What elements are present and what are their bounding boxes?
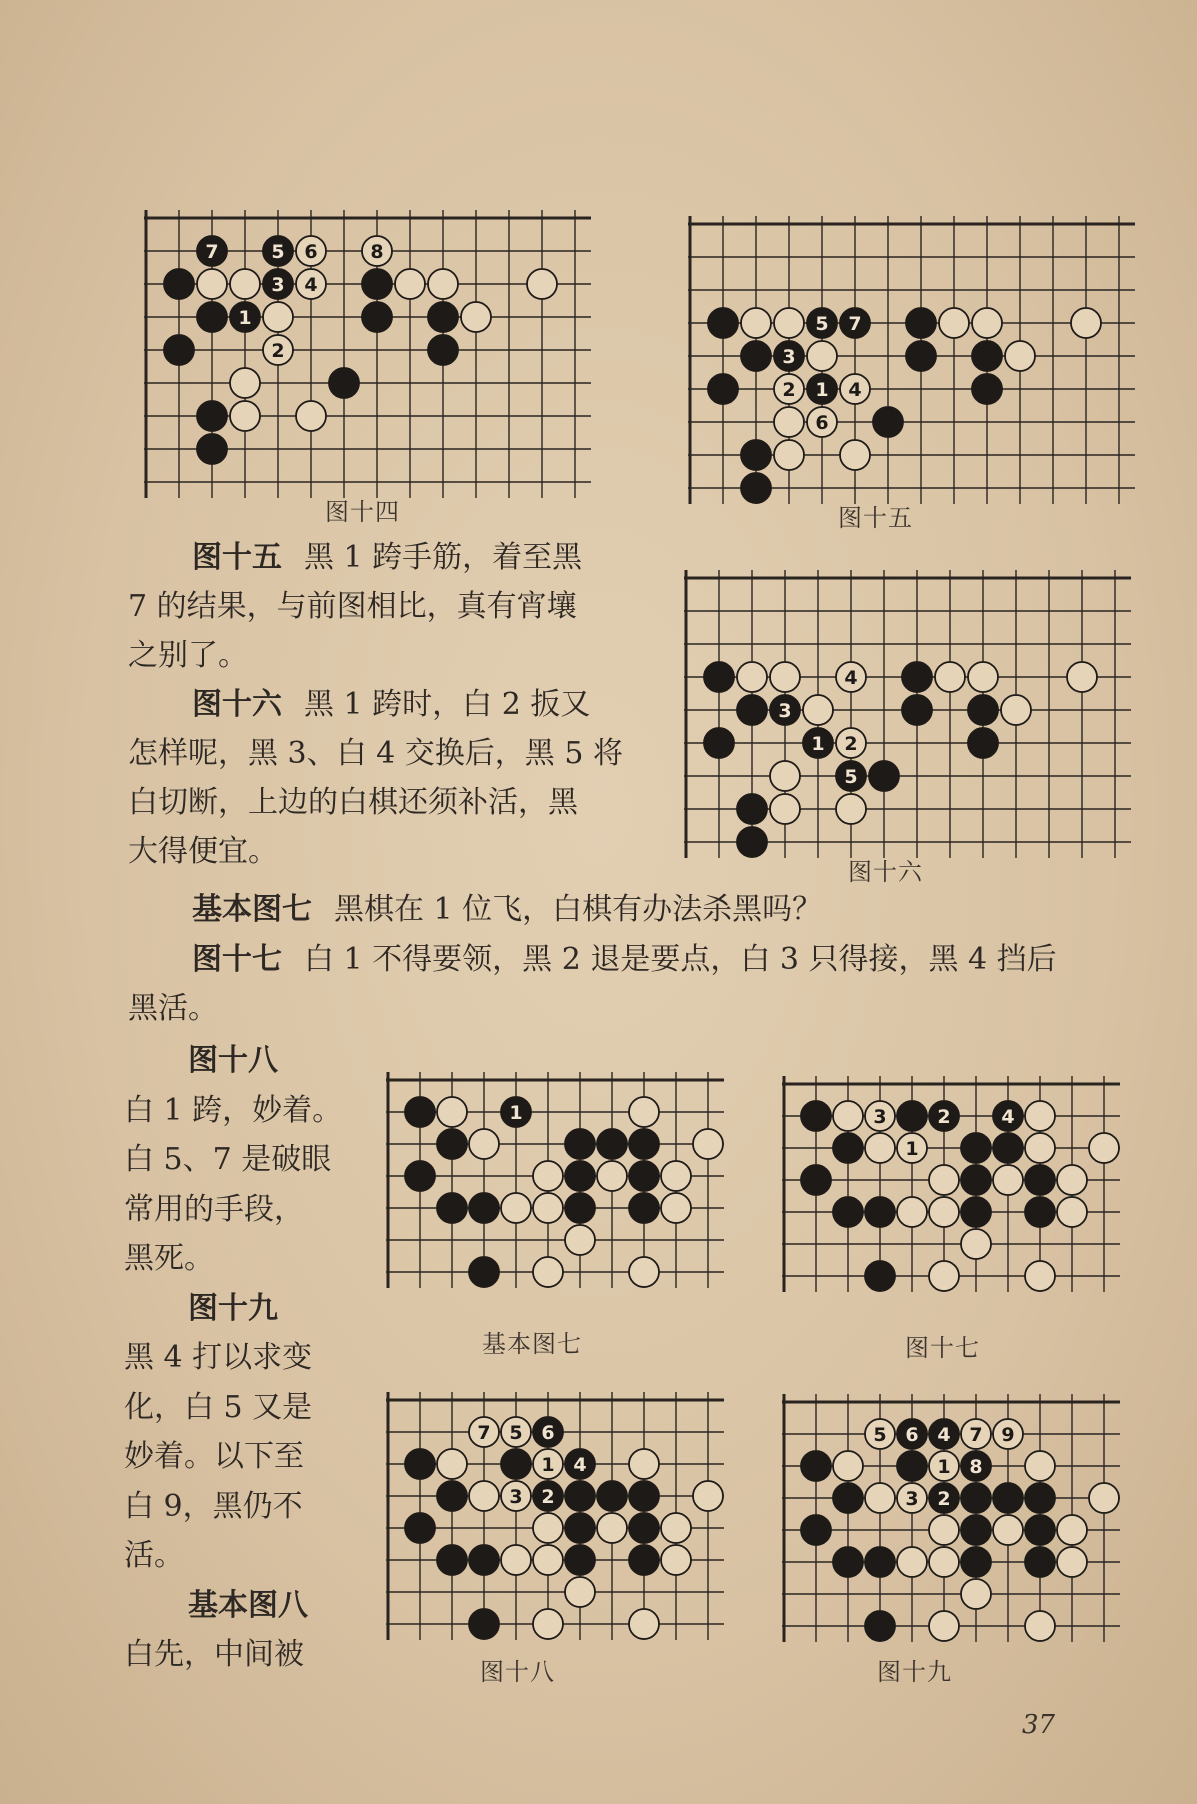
white-stone [629, 1257, 659, 1287]
column-text [124, 1036, 343, 1680]
black-stone [737, 695, 767, 725]
white-stone [197, 269, 227, 299]
white-stone [629, 1609, 659, 1639]
paragraph-fig15 [128, 533, 638, 680]
black-stone [197, 401, 227, 431]
white-stone [774, 440, 804, 470]
white-stone [565, 1225, 595, 1255]
white-stone [230, 269, 260, 299]
black-stone [906, 308, 936, 338]
white-stone [1025, 1133, 1055, 1163]
black-stone [437, 1193, 467, 1223]
text-line: 黑 1 跨时，白 2 扳又 [304, 687, 591, 722]
black-stone [1025, 1197, 1055, 1227]
black-stone [873, 407, 903, 437]
black-stone [1025, 1547, 1055, 1577]
black-stone [902, 695, 932, 725]
black-stone [629, 1193, 659, 1223]
diagram-fig14 [128, 200, 593, 500]
black-stone [565, 1513, 595, 1543]
paragraph-fig16 [128, 680, 638, 876]
black-stone [801, 1165, 831, 1195]
white-stone [737, 662, 767, 692]
move-number: 1 [509, 1102, 523, 1124]
white-stone [661, 1161, 691, 1191]
move-number: 1 [238, 307, 252, 329]
move-number: 3 [782, 346, 796, 368]
caption-fig17: 图十七 [905, 1334, 980, 1362]
text-line: 常用的手段， [124, 1191, 304, 1227]
heading-fig17: 图十七 [192, 942, 282, 977]
white-stone [929, 1197, 959, 1227]
text-line: 白 1 跨，妙着。 [124, 1092, 343, 1128]
white-stone [770, 794, 800, 824]
black-stone [469, 1545, 499, 1575]
caption-fig15: 图十五 [838, 504, 913, 532]
diagram-fig19 [766, 1384, 1122, 1644]
white-stone [1005, 341, 1035, 371]
move-number: 2 [782, 379, 796, 401]
diagram-fig18 [370, 1382, 726, 1642]
white-stone [533, 1513, 563, 1543]
white-stone [629, 1097, 659, 1127]
move-number: 6 [905, 1424, 919, 1446]
white-stone [565, 1577, 595, 1607]
black-stone [362, 269, 392, 299]
white-stone [865, 1483, 895, 1513]
board-grid [668, 560, 1133, 860]
white-stone [533, 1193, 563, 1223]
black-stone [708, 308, 738, 338]
black-stone [629, 1161, 659, 1191]
move-number: 3 [905, 1488, 919, 1510]
white-stone [993, 1515, 1023, 1545]
move-number: 1 [905, 1138, 919, 1160]
caption-fig14: 图十四 [325, 498, 400, 526]
black-stone [961, 1133, 991, 1163]
black-stone [501, 1449, 531, 1479]
white-stone [961, 1579, 991, 1609]
text-line: 化，白 5 又是 [124, 1389, 313, 1425]
diagram-fig15 [672, 206, 1137, 506]
move-number: 3 [778, 700, 792, 722]
white-stone [803, 695, 833, 725]
black-stone [961, 1197, 991, 1227]
board-grid [766, 1066, 1122, 1294]
text-line: 之别了。 [128, 638, 248, 673]
black-stone [993, 1483, 1023, 1513]
white-stone [1089, 1483, 1119, 1513]
black-stone [1025, 1165, 1055, 1195]
heading-basic7: 基本图七 [192, 892, 312, 927]
move-number: 2 [844, 733, 858, 755]
board-grid [370, 1382, 726, 1642]
white-stone [437, 1097, 467, 1127]
move-number: 5 [509, 1422, 523, 1444]
black-stone [565, 1545, 595, 1575]
text-line: 白先，中间被 [124, 1637, 304, 1672]
white-stone [533, 1609, 563, 1639]
black-stone [437, 1545, 467, 1575]
white-stone [1067, 662, 1097, 692]
black-stone [741, 440, 771, 470]
white-stone [395, 269, 425, 299]
text-line: 黑棋在 1 位飞，白棋有办法杀黑吗？ [334, 892, 823, 927]
black-stone [968, 695, 998, 725]
white-stone [807, 341, 837, 371]
white-stone [939, 308, 969, 338]
black-stone [961, 1547, 991, 1577]
black-stone [197, 302, 227, 332]
white-stone [774, 407, 804, 437]
white-stone [296, 401, 326, 431]
black-stone [993, 1133, 1023, 1163]
black-stone [629, 1545, 659, 1575]
white-stone [741, 308, 771, 338]
move-number: 6 [541, 1422, 555, 1444]
move-number: 7 [205, 241, 219, 263]
move-number: 7 [477, 1422, 491, 1444]
black-stone [865, 1611, 895, 1641]
board-grid [672, 206, 1137, 506]
black-stone [968, 728, 998, 758]
black-stone [737, 827, 767, 857]
black-stone [597, 1481, 627, 1511]
black-stone [437, 1129, 467, 1159]
white-stone [533, 1545, 563, 1575]
black-stone [865, 1547, 895, 1577]
white-stone [840, 440, 870, 470]
white-stone [230, 401, 260, 431]
white-stone [1025, 1101, 1055, 1131]
text-line: 大得便宜。 [128, 834, 278, 869]
move-number: 5 [873, 1424, 887, 1446]
move-number: 5 [844, 766, 858, 788]
black-stone [801, 1515, 831, 1545]
white-stone [661, 1193, 691, 1223]
move-number: 4 [304, 274, 318, 296]
black-stone [972, 341, 1002, 371]
text-line: 黑 1 跨手筋，着至黑 [304, 540, 583, 575]
white-stone [968, 662, 998, 692]
text-line: 白 1 不得要领，黑 2 退是要点，白 3 只得接，黑 4 挡后 [304, 942, 1057, 977]
black-stone [428, 335, 458, 365]
move-number: 7 [969, 1424, 983, 1446]
black-stone [961, 1515, 991, 1545]
black-stone [329, 368, 359, 398]
move-number: 4 [573, 1454, 587, 1476]
black-stone [961, 1483, 991, 1513]
board-grid [128, 200, 593, 500]
caption-fig18: 图十八 [480, 1658, 555, 1686]
white-stone [833, 1451, 863, 1481]
move-number: 5 [271, 241, 285, 263]
move-number: 8 [969, 1456, 983, 1478]
black-stone [1025, 1483, 1055, 1513]
move-number: 9 [1001, 1424, 1015, 1446]
white-stone [597, 1161, 627, 1191]
heading-basic8: 基本图八 [188, 1587, 308, 1623]
move-number: 5 [815, 313, 829, 335]
black-stone [405, 1161, 435, 1191]
black-stone [865, 1197, 895, 1227]
black-stone [565, 1161, 595, 1191]
black-stone [801, 1451, 831, 1481]
heading-fig19: 图十九 [188, 1290, 278, 1326]
white-stone [693, 1481, 723, 1511]
black-stone [565, 1193, 595, 1223]
white-stone [693, 1129, 723, 1159]
black-stone [405, 1097, 435, 1127]
white-stone [629, 1449, 659, 1479]
black-stone [906, 341, 936, 371]
white-stone [263, 302, 293, 332]
move-number: 4 [848, 379, 862, 401]
diagram-basic7 [370, 1062, 726, 1290]
black-stone [704, 662, 734, 692]
black-stone [961, 1165, 991, 1195]
move-number: 7 [848, 313, 862, 335]
white-stone [461, 302, 491, 332]
move-number: 6 [304, 241, 318, 263]
caption-fig19: 图十九 [877, 1658, 952, 1686]
white-stone [1057, 1165, 1087, 1195]
text-line: 妙着。以下至 [124, 1439, 304, 1474]
white-stone [897, 1197, 927, 1227]
caption-basic7: 基本图七 [482, 1330, 582, 1358]
text-line: 黑活。 [128, 991, 218, 1026]
white-stone [770, 662, 800, 692]
black-stone [469, 1193, 499, 1223]
black-stone [1025, 1515, 1055, 1545]
black-stone [629, 1513, 659, 1543]
white-stone [929, 1261, 959, 1291]
white-stone [961, 1229, 991, 1259]
white-stone [533, 1257, 563, 1287]
black-stone [704, 728, 734, 758]
heading-fig18: 图十八 [188, 1043, 278, 1078]
black-stone [897, 1101, 927, 1131]
text-line: 黑 4 打以求变 [124, 1340, 313, 1375]
white-stone [929, 1611, 959, 1641]
board-grid [370, 1062, 726, 1290]
white-stone [1025, 1261, 1055, 1291]
black-stone [833, 1547, 863, 1577]
black-stone [629, 1129, 659, 1159]
white-stone [661, 1513, 691, 1543]
white-stone [1025, 1451, 1055, 1481]
white-stone [469, 1129, 499, 1159]
white-stone [1071, 308, 1101, 338]
black-stone [565, 1129, 595, 1159]
move-number: 2 [937, 1106, 951, 1128]
move-number: 2 [271, 340, 285, 362]
black-stone [362, 302, 392, 332]
white-stone [833, 1101, 863, 1131]
black-stone [741, 473, 771, 503]
white-stone [597, 1513, 627, 1543]
black-stone [833, 1483, 863, 1513]
text-line: 黑死。 [124, 1241, 214, 1276]
white-stone [428, 269, 458, 299]
move-number: 1 [541, 1454, 555, 1476]
white-stone [501, 1545, 531, 1575]
move-number: 1 [815, 379, 829, 401]
black-stone [972, 374, 1002, 404]
white-stone [836, 794, 866, 824]
heading-fig15: 图十五 [192, 540, 282, 575]
move-number: 4 [937, 1424, 951, 1446]
white-stone [1001, 695, 1031, 725]
move-number: 8 [370, 241, 384, 263]
black-stone [801, 1101, 831, 1131]
move-number: 4 [1001, 1106, 1015, 1128]
white-stone [469, 1481, 499, 1511]
black-stone [833, 1197, 863, 1227]
white-stone [1025, 1611, 1055, 1641]
board-grid [766, 1384, 1122, 1644]
white-stone [1057, 1547, 1087, 1577]
black-stone [164, 269, 194, 299]
black-stone [469, 1609, 499, 1639]
black-stone [897, 1451, 927, 1481]
black-stone [737, 794, 767, 824]
white-stone [897, 1547, 927, 1577]
white-stone [770, 761, 800, 791]
white-stone [929, 1547, 959, 1577]
white-stone [1089, 1133, 1119, 1163]
white-stone [1057, 1515, 1087, 1545]
move-number: 3 [271, 274, 285, 296]
black-stone [565, 1481, 595, 1511]
white-stone [533, 1161, 563, 1191]
heading-fig16: 图十六 [192, 687, 282, 722]
move-number: 3 [509, 1486, 523, 1508]
move-number: 1 [937, 1456, 951, 1478]
white-stone [501, 1193, 531, 1223]
black-stone [833, 1133, 863, 1163]
text-line: 活。 [124, 1538, 184, 1573]
black-stone [597, 1129, 627, 1159]
text-line: 白 9，黑仍不 [124, 1488, 303, 1524]
black-stone [741, 341, 771, 371]
move-number: 1 [811, 733, 825, 755]
paragraph-basic7 [192, 885, 822, 934]
move-number: 6 [815, 412, 829, 434]
white-stone [774, 308, 804, 338]
caption-fig16: 图十六 [848, 858, 923, 886]
white-stone [230, 368, 260, 398]
text-line: 7 的结果，与前图相比，真有宵壤 [128, 589, 577, 624]
black-stone [865, 1261, 895, 1291]
black-stone [197, 434, 227, 464]
black-stone [405, 1449, 435, 1479]
move-number: 3 [873, 1106, 887, 1128]
black-stone [902, 662, 932, 692]
black-stone [428, 302, 458, 332]
black-stone [469, 1257, 499, 1287]
black-stone [405, 1513, 435, 1543]
black-stone [708, 374, 738, 404]
black-stone [869, 761, 899, 791]
white-stone [1057, 1197, 1087, 1227]
move-number: 2 [541, 1486, 555, 1508]
white-stone [661, 1545, 691, 1575]
diagram-fig16 [668, 560, 1133, 860]
white-stone [935, 662, 965, 692]
white-stone [972, 308, 1002, 338]
black-stone [164, 335, 194, 365]
diagram-fig17 [766, 1066, 1122, 1294]
page-number: 37 [1022, 1710, 1056, 1740]
white-stone [929, 1165, 959, 1195]
move-number: 2 [937, 1488, 951, 1510]
text-line: 白 5、7 是破眼 [124, 1142, 332, 1177]
white-stone [437, 1449, 467, 1479]
white-stone [929, 1515, 959, 1545]
move-number: 4 [844, 667, 858, 689]
text-line: 白切断，上边的白棋还须补活，黑 [128, 785, 578, 820]
white-stone [527, 269, 557, 299]
white-stone [993, 1165, 1023, 1195]
black-stone [437, 1481, 467, 1511]
paragraph-fig17 [128, 935, 1128, 1033]
white-stone [865, 1133, 895, 1163]
black-stone [629, 1481, 659, 1511]
text-line: 怎样呢，黑 3、白 4 交换后，黑 5 将 [128, 736, 623, 771]
